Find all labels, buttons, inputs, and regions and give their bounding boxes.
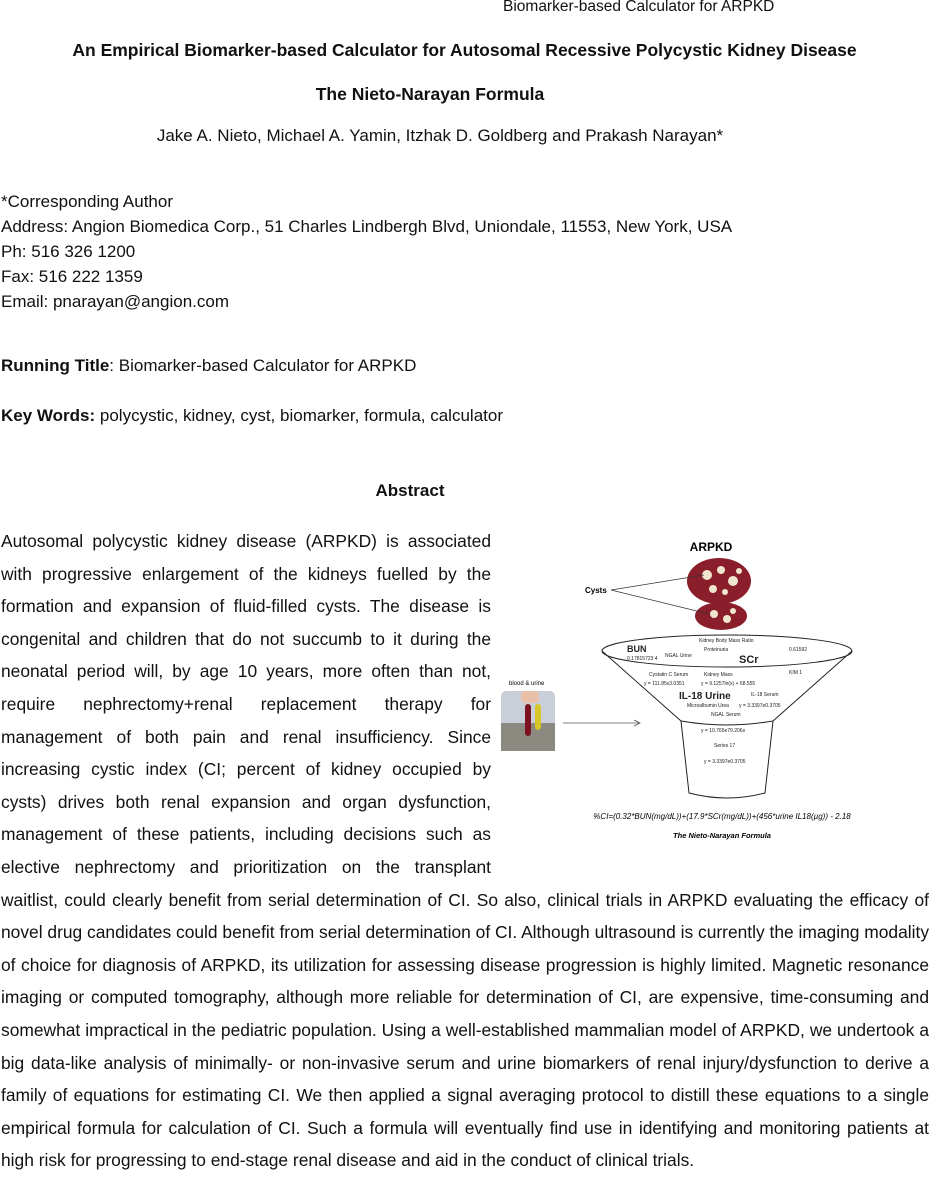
funnel-term: 0.61592 (789, 647, 808, 653)
funnel-term: Cystatin C Serum (649, 672, 689, 678)
kidney-image (687, 558, 751, 630)
email: Email: pnarayan@angion.com (1, 292, 229, 311)
funnel-term: Microalbumin Urea (687, 703, 729, 709)
key-words-label: Key Words: (1, 406, 96, 425)
funnel-term: BUN (627, 644, 647, 654)
paper-subtitle: The Nieto-Narayan Formula (315, 84, 545, 104)
abstract (1, 525, 929, 1177)
funnel-term: 0.17815723 4 (627, 656, 658, 662)
fax: Fax: 516 222 1359 (1, 267, 143, 286)
running-title-label: Running Title (1, 356, 110, 375)
funnel-term: Series 17 (714, 743, 736, 749)
phone: Ph: 516 326 1200 (1, 242, 136, 261)
graphical-abstract-figure (499, 525, 929, 852)
funnel-term: NGAL Serum (711, 712, 741, 718)
figure-title: ARPKD (689, 540, 733, 554)
running-title (1, 356, 416, 376)
running-title-value: : Biomarker-based Calculator for ARPKD (109, 356, 417, 375)
abstract-heading: Abstract (375, 481, 445, 500)
abstract-text: Autosomal polycystic kidney disease (ARPKD) is associated with progressive enlargement of the kidneys fuelled by the formation and expansion of fluid-filled cysts. The disease is congenital and children that do not succumb to it during the neonatal period will, by age 10 years, more often than not, require nephrectomy+renal replacement therapy for management of both pain and renal insufficiency. Since increasing cystic index (CI; percent of kidney occupied by cysts) drives both renal expansion and organ dysfunction, management of these patients, including decisions such as elective nephrectomy and prioritization on the transplant waitlist, could clearly benefit from serial determination of CI. So also, clinical trials in ARPKD evaluating the efficacy of novel drug candidates could benefit from serial determination of CI. Although ultrasound is currently the imaging modality of choice for diagnosis of ARPKD, its utilization for assessing disease progression is highly limited. Magnetic resonance imaging or computed tomography, although more reliable for determination of CI, are expensive, time-consuming and somewhat impractical in the pediatric population. Using a well-established mammalian model of ARPKD, we undertook a big data-like analysis of minimally- or non-invasive serum and urine biomarkers of renal injury/dysfunction to derive a family of equations for estimating CI. We then applied a signal averaging protocol to distill these equations to a single empirical formula for calculation of CI. Such a formula will eventually find use in identifying and monitoring patients at high risk for progressing to end-stage renal disease and aid in the conduct of clinical trials. (1, 531, 929, 1171)
funnel-term: KIM 1 (789, 670, 803, 676)
funnel-term: y = 3.3397e0.3705 (739, 703, 781, 709)
funnel-term: NGAL Urine (665, 653, 692, 659)
funnel-term: y = 111.85x3.0351 (644, 681, 685, 687)
funnel-term: Proteinuria (704, 647, 729, 653)
figure-caption: The Nieto-Narayan Formula (673, 831, 771, 840)
authors: Jake A. Nieto, Michael A. Yamin, Itzhak D. Goldberg and Prakash Narayan* (156, 126, 724, 145)
paper-title: An Empirical Biomarker-based Calculator for Autosomal Recessive Polycystic Kidney Disease (72, 40, 857, 60)
funnel-term: Kidney Mass (704, 672, 733, 678)
funnel-term: SCr (739, 654, 759, 666)
formula: %CI=(0.32*BUN(mg/dL))+(17.9*SCr(mg/dL))+(456*urine IL18(µg)) - 2.18 (593, 812, 851, 821)
key-words (1, 406, 503, 426)
funnel-term: y = 3.3397e0.3705 (704, 759, 746, 765)
funnel-term: y = 10.765e79.206x (701, 728, 746, 734)
cysts-label: Cysts (585, 586, 607, 595)
key-words-value: polycystic, kidney, cyst, biomarker, formula, calculator (95, 406, 503, 425)
blood-urine-label: blood & urine (509, 681, 545, 687)
funnel-term: IL-18 Serum (751, 692, 779, 698)
blood-urine-photo (501, 691, 555, 751)
funnel-term: Kidney Body Mass Ratio (699, 638, 754, 644)
contact-block (1, 189, 732, 314)
corresponding-author: *Corresponding Author (1, 192, 174, 211)
running-header: Biomarker-based Calculator for ARPKD (503, 0, 775, 15)
funnel-term: IL-18 Urine (679, 691, 731, 702)
address: Address: Angion Biomedica Corp., 51 Charles Lindbergh Blvd, Uniondale, 11553, New York, USA (1, 217, 733, 236)
funnel-term: y = 9.1257ln(x) + 68.555 (701, 681, 756, 687)
